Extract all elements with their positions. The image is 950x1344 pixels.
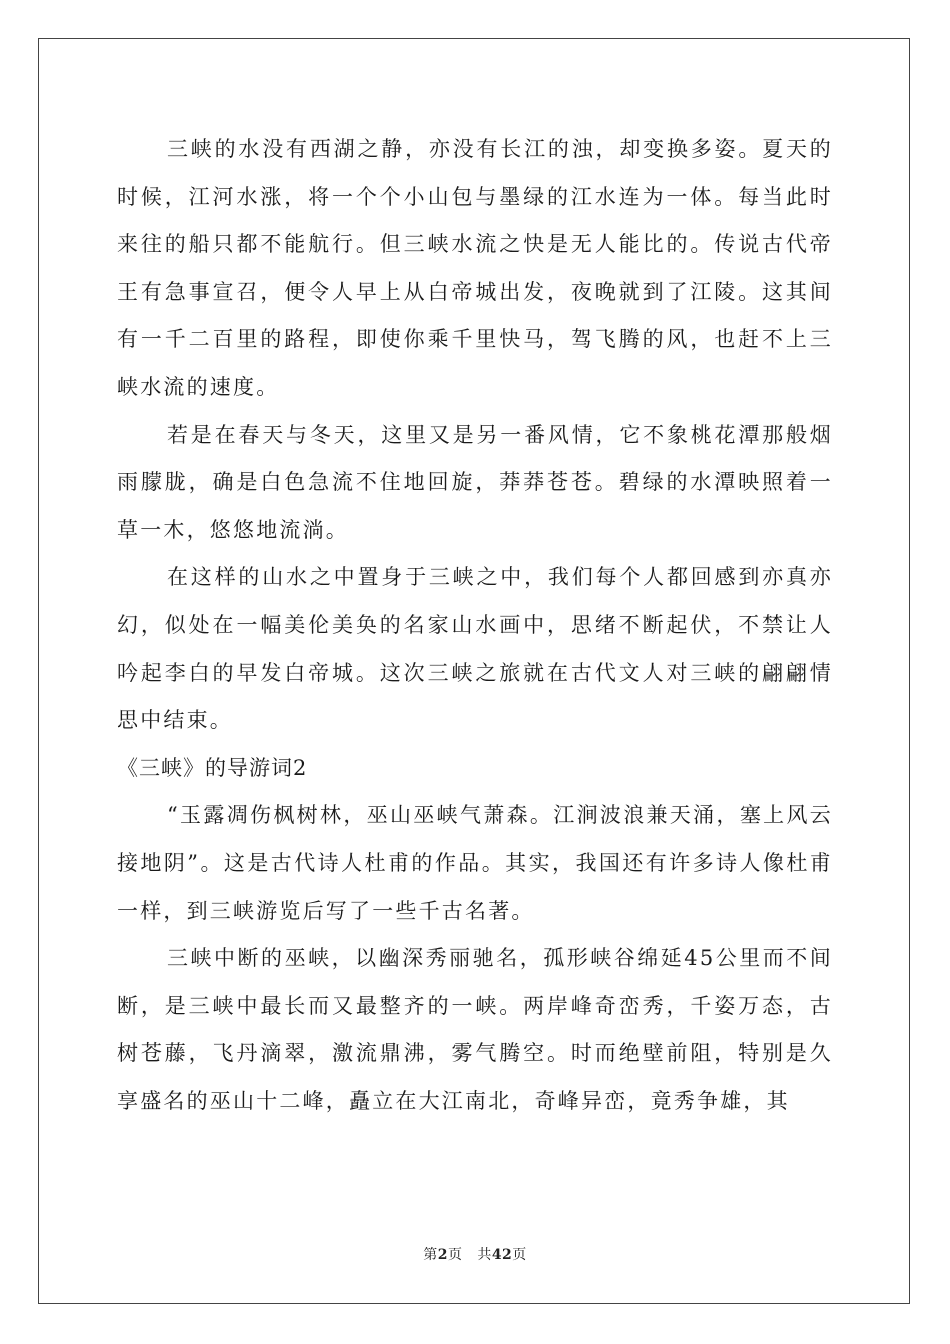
footer-page-current: 2 — [437, 1247, 448, 1263]
document-body — [117, 126, 833, 1125]
paragraph-conclusion: 在这样的山水之中置身于三峡之中，我们每个人都回感到亦真亦幻，似处在一幅美伦美奂的名家山水画中，思绪不断起伏，不禁让人吟起李白的早发白帝城。这次三峡之旅就在古代文人对三峡的翩翩情思中结束。 — [117, 565, 833, 733]
footer-page-total: 42 — [491, 1247, 513, 1263]
footer-page-prefix: 第 — [423, 1247, 438, 1263]
footer-total-unit: 页 — [512, 1247, 527, 1263]
page-footer — [0, 1244, 950, 1264]
footer-page-unit: 页 — [447, 1247, 463, 1263]
section-heading: 《三峡》的导游词2 — [117, 755, 308, 780]
paragraph-spring-winter: 若是在春天与冬天，这里又是另一番风情，它不象桃花潭那般烟雨朦胧，确是白色急流不住地回旋，莽莽苍苍。碧绿的水潭映照着一草一木，悠悠地流淌。 — [117, 422, 833, 542]
paragraph-wu-gorge: 三峡中断的巫峡，以幽深秀丽驰名，孤形峡谷绵延45公里而不间断，是三峡中最长而又最整齐的一峡。两岸峰奇峦秀，千姿万态，古树苍藤，飞丹滴翠，激流鼎沸，雾气腾空。时而绝壁前阻，特别是久享盛名的巫山十二峰，矗立在大江南北，奇峰异峦，竟秀争雄，其 — [117, 946, 833, 1113]
footer-total-prefix: 共 — [477, 1247, 492, 1263]
paragraph-du-fu-poem: “玉露凋伤枫树林，巫山巫峡气萧森。江涧波浪兼天涌，塞上风云接地阴”。这是古代诗人杜甫的作品。其实，我国还有许多诗人像杜甫一样，到三峡游览后写了一些千古名著。 — [117, 803, 833, 923]
paragraph-water-speed: 三峡的水没有西湖之静，亦没有长江的浊，却变换多姿。夏天的时候，江河水涨，将一个个小山包与墨绿的江水连为一体。每当此时来往的船只都不能航行。但三峡水流之快是无人能比的。传说古代帝王有急事宣召，便令人早上从白帝城出发，夜晚就到了江陵。这其间有一千二百里的路程，即使你乘千里快马，驾飞腾的风，也赶不上三峡水流的速度。 — [117, 137, 833, 399]
